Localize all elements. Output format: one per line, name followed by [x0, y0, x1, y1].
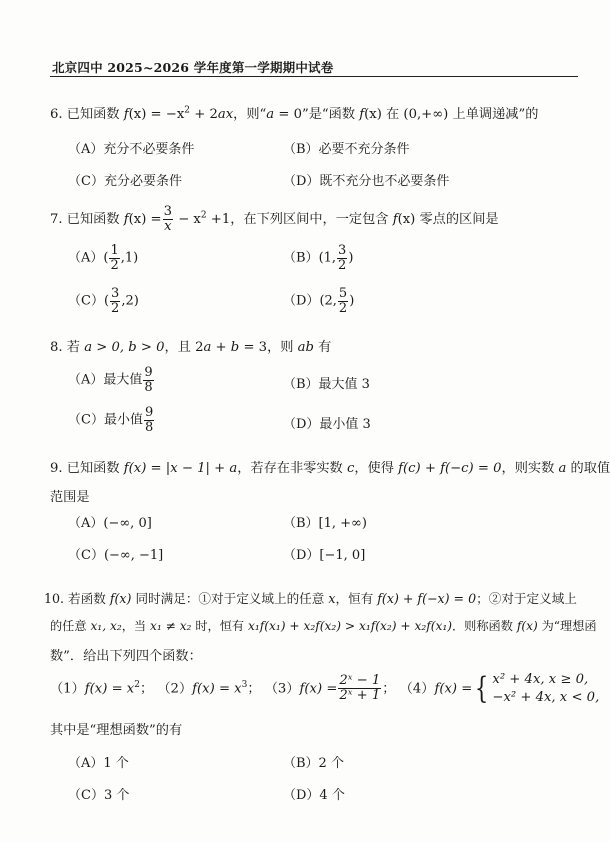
question-9-option-d[interactable]: （D）[−1, 0] — [283, 548, 366, 563]
fraction: $\frac{9}{8}$ — [144, 365, 153, 395]
fraction: $\frac{3}{x}$ — [163, 204, 172, 234]
header-divider — [50, 76, 578, 77]
question-10-option-b[interactable]: （B）2 个 — [283, 756, 344, 771]
function-3: f(x) = — [299, 681, 338, 697]
question-7-option-c[interactable]: （C）( $\frac{3}{2}$ ,2) — [68, 286, 139, 316]
question-6-option-b[interactable]: （B）必要不充分条件 — [283, 142, 410, 157]
piecewise-cases: x² + 4x, x ≥ 0, −x² + 4x, x < 0, — [492, 672, 600, 705]
question-6-option-c[interactable]: （C）充分必要条件 — [68, 174, 182, 189]
question-9-option-b[interactable]: （B）[1, +∞) — [283, 516, 367, 531]
function-2: f(x) = x — [192, 681, 242, 697]
fraction: $\frac{3}{2}$ — [111, 286, 120, 316]
fraction: $\frac{5}{2}$ — [338, 286, 348, 316]
question-7-option-b[interactable]: （B）(1, $\frac{3}{2}$ ) — [283, 243, 354, 273]
question-10-conclusion: 其中是“理想函数”的有 — [50, 723, 183, 738]
question-6-option-a[interactable]: （A）充分不必要条件 — [68, 142, 195, 157]
fraction: $\frac{3}{2}$ — [338, 243, 347, 273]
question-10-stem-line3: 数”．给出下列四个函数： — [50, 649, 202, 664]
question-8-option-b[interactable]: （B）最大值 3 — [283, 377, 370, 392]
page-header-title: 北京四中 2025~2026 学年度第一学期期中试卷 — [52, 60, 334, 75]
question-10-option-a[interactable]: （A）1 个 — [68, 756, 129, 771]
question-8-option-c[interactable]: （C）最小值 $\frac{9}{8}$ — [68, 405, 154, 435]
question-8-number: 8. — [50, 340, 63, 355]
question-10-stem-line1: 10. 若函数 f(x) 同时满足：①对于定义域上的任意 x，恒有 f(x) + f(−x) = 0；②对于定义域上 — [44, 591, 577, 606]
question-8-stem: 8. 若 a > 0, b > 0，且 2a + b = 3，则 ab 有 — [50, 340, 332, 355]
question-6-number: 6. — [50, 107, 63, 122]
question-10-number: 10. — [44, 591, 65, 606]
question-7-option-d[interactable]: （D）(2, $\frac{5}{2}$ ) — [283, 286, 355, 316]
question-7-number: 7. — [50, 211, 63, 227]
fraction: $\frac{1}{2}$ — [110, 243, 119, 273]
question-9-number: 9. — [50, 461, 63, 476]
left-brace: { — [475, 670, 489, 706]
question-9-option-c[interactable]: （C）(−∞, −1] — [68, 548, 164, 563]
question-9-option-a[interactable]: （A）(−∞, 0] — [68, 516, 152, 531]
question-7-stem: 7. 已知函数 f(x) = $\frac{3}{x}$ − $x^2 +1$，在下列区间中，一定包含 f(x) 零点的区间是 — [50, 204, 499, 234]
fraction: $\frac{\text{2ˣ − 1}}{\text{2ˣ + 1}}$ — [339, 673, 381, 704]
question-10-stem-line2: 的任意 x₁, x₂，当 x₁ ≠ x₂ 时，恒有 x₁f(x₁) + x₂f(x₂) > x₁f(x₂) + x₂f(x₁)．则称函数 f(x) 为“理想函 — [50, 619, 597, 633]
function-1: f(x) = x — [84, 681, 135, 697]
question-9-stem: 9. 已知函数 f(x) = |x − 1| + a，若存在非零实数 c，使得 f(c) + f(−c) = 0，则实数 a 的取值 — [50, 461, 610, 476]
question-7-option-a[interactable]: （A）( $\frac{1}{2}$ ,1) — [68, 243, 139, 273]
question-10-functions: $(1)f(x) = x^2$； $(2)f(x) = x^3$； （3）f(x) = $\frac{\text{2ˣ − 1}}{\text{2ˣ + 1}}$ ； （4）f(x) ={ x² + 4x, x ≥ 0, −x² + 4x, x < 0, — [50, 670, 600, 706]
question-9-stem-line2: 范围是 — [50, 490, 90, 505]
function-4: f(x) = — [434, 681, 473, 697]
question-10-option-c[interactable]: （C）3 个 — [68, 788, 130, 803]
question-8-option-a[interactable]: （A）最大值 $\frac{9}{8}$ — [68, 365, 153, 395]
question-8-option-d[interactable]: （D）最小值 3 — [283, 417, 371, 432]
question-10-option-d[interactable]: （D）4 个 — [283, 788, 345, 803]
question-6-stem: 6. 已知函数 $f(x) = -x^2 + 2ax$，则“a = 0”是“函数 f(x) 在 (0,+∞) 上单调递减”的 — [50, 105, 539, 122]
question-6-option-d[interactable]: （D）既不充分也不必要条件 — [283, 174, 450, 189]
fraction: $\frac{9}{8}$ — [144, 405, 154, 435]
